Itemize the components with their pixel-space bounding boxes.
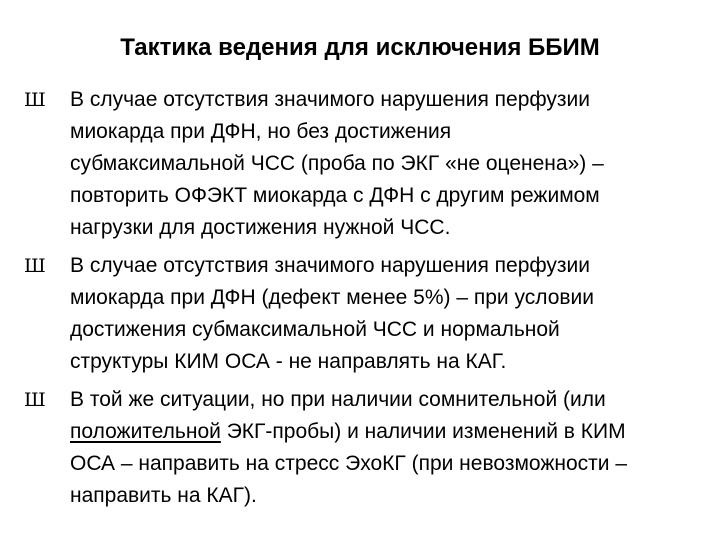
bullet-line — [70, 416, 696, 448]
bullet-item-3 — [24, 384, 696, 512]
bullet-line: структуры КИМ ОСА - не направлять на КАГ. — [70, 350, 507, 373]
bullet-line: достижения субмаксимальной ЧСС и нормальной — [70, 318, 560, 341]
bullet-line: направить на КАГ). — [70, 484, 257, 507]
bullet-line: В случае отсутствия значимого нарушения перфузии — [70, 254, 591, 277]
bullet-line: миокарда при ДФН, но без достижения — [70, 120, 452, 143]
bullet-marker-icon: Ш — [24, 89, 46, 111]
bullet-line: нагрузки для достижения нужной ЧСС. — [70, 216, 451, 239]
bullet-marker-icon: Ш — [24, 255, 46, 277]
slide-title: Тактика ведения для исключения ББИМ — [120, 34, 600, 61]
underlined-term: положительной — [70, 420, 221, 443]
bullet-line: В той же ситуации, но при наличии сомнительной (или — [70, 388, 606, 411]
bullet-line: миокарда при ДФН (дефект менее 5%) – при условии — [70, 286, 595, 309]
bullet-line-rest: ЭКГ-пробы) и наличии изменений в КИМ — [220, 420, 626, 443]
bullet-marker-icon: Ш — [24, 389, 46, 411]
bullet-item-1 — [24, 84, 696, 244]
bullet-line: субмаксимальной ЧСС (проба по ЭКГ «не оценена») – — [70, 152, 604, 175]
bullet-line: ОСА – направить на стресс ЭхоКГ (при невозможности – — [70, 452, 628, 475]
bullet-line: повторить ОФЭКТ миокарда с ДФН с другим режимом — [70, 184, 600, 207]
bullet-item-2 — [24, 250, 696, 378]
bullet-list — [24, 84, 696, 518]
bullet-line: В случае отсутствия значимого нарушения перфузии — [70, 88, 591, 111]
